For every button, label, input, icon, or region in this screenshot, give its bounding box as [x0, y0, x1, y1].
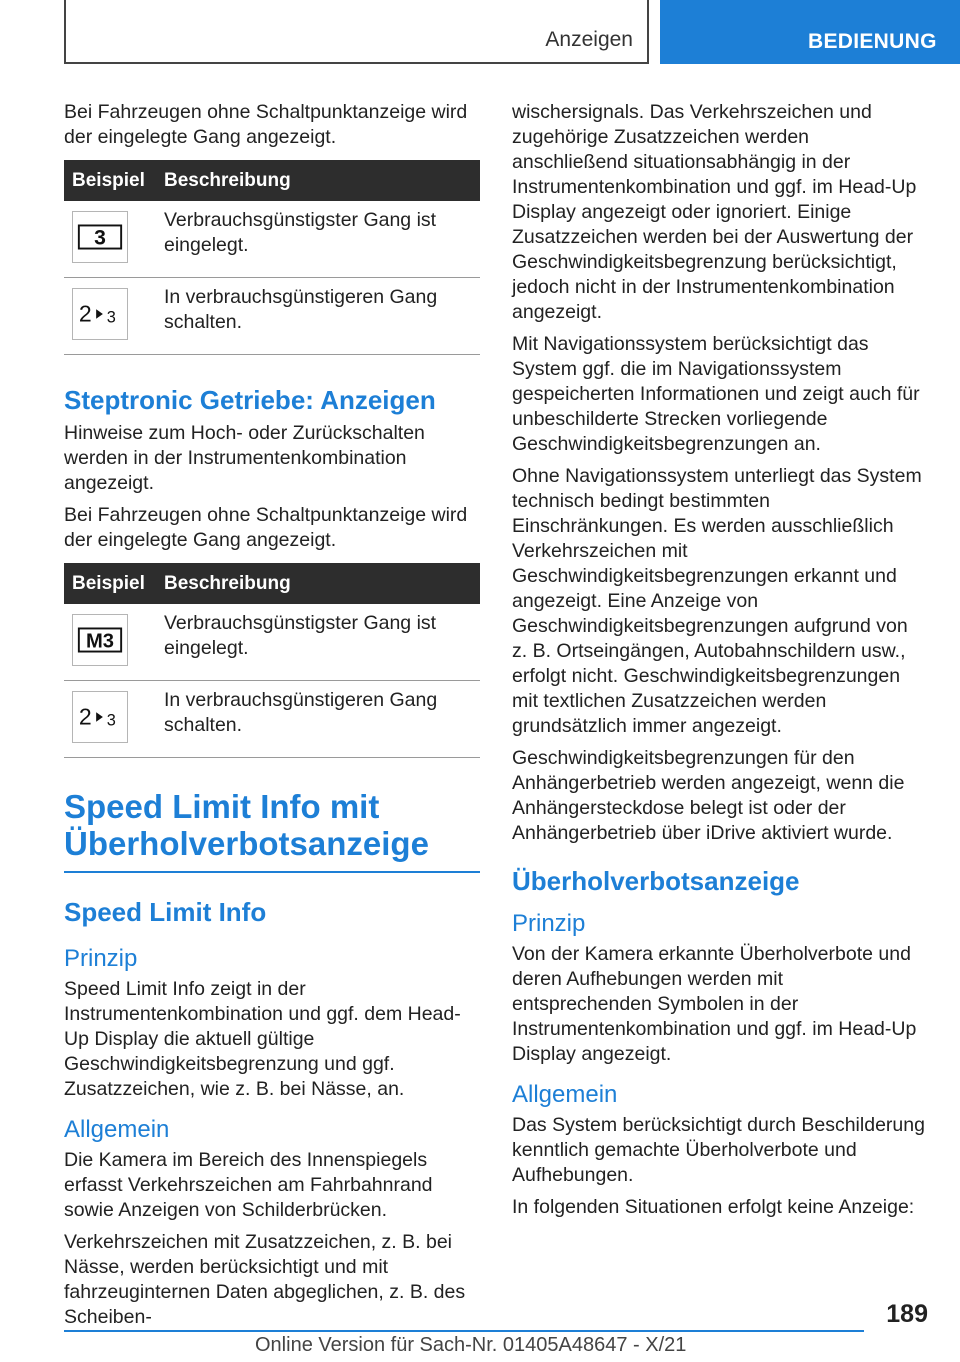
- table-header-description: Beschreibung: [156, 563, 480, 604]
- shift-up-icon: [72, 288, 128, 340]
- header-section-label: Anzeigen: [545, 28, 633, 51]
- heading-prinzip: Prinzip: [512, 910, 586, 937]
- table-cell-description: Verbrauchsgünstigster Gang ist eingelegt.: [156, 604, 480, 681]
- subheading-speed-limit-info: Speed Limit Info: [64, 897, 267, 927]
- shift-icon-from: 2: [78, 300, 92, 327]
- navigation-paragraph: Mit Navigationssystem berücksichtigt das System ggf. die im Navigationssystem gespeicherten Informationen und zeigt auch für unbeschilderte Strecken vorliegende Geschwindigkeitsbegrenzungen an.: [512, 333, 920, 455]
- gear-table-1: [64, 160, 480, 355]
- heading-allgemein: Allgemein: [512, 1081, 618, 1108]
- intro-paragraph: Bei Fahrzeugen ohne Schaltpunktanzeige wird der eingelegte Gang angezeigt.: [64, 101, 468, 148]
- allgemein-paragraph-2: Verkehrszeichen mit Zusatzzeichen, z. B. bei Nässe, werden berücksichtigt und mit fahrzeuginternen Daten abgeglichen, z. B. des Scheiben-: [64, 1231, 466, 1328]
- shift-icon-from: 2: [78, 703, 92, 730]
- left-column: [64, 100, 480, 1337]
- footer-version-text: Online Version für Sach-Nr. 01405A48647 - X/21: [255, 1334, 687, 1356]
- table-cell-description: In verbrauchsgünstigeren Gang schalten.: [156, 278, 480, 355]
- header-chapter-label: BEDIENUNG: [808, 30, 937, 53]
- heading-allgemein: Allgemein: [64, 1116, 170, 1143]
- trailer-paragraph: Geschwindigkeitsbegrenzungen für den Anhängerbetrieb werden angezeigt, wenn die Anhängersteckdose belegt ist oder der Anhängerbetrieb über iDrive aktiviert wurde.: [512, 747, 905, 844]
- steptronic-paragraph-1: Hinweise zum Hoch- oder Zurückschalten werden in der Instrumentenkombination angezeigt.: [64, 422, 425, 494]
- allgemein-paragraph-1: Das System berücksichtigt durch Beschilderung kenntlich gemachte Überholverbote und Aufhebungen.: [512, 1114, 925, 1186]
- shift-up-icon: [72, 691, 128, 743]
- table-header-description: Beschreibung: [156, 160, 480, 201]
- table-row: [64, 278, 480, 355]
- right-column: [512, 100, 928, 1227]
- subheading-ueberholverbot: Überholverbotsanzeige: [512, 866, 800, 896]
- table-row: [64, 604, 480, 681]
- allgemein-paragraph-1: Die Kamera im Bereich des Innenspiegels erfasst Verkehrszeichen am Fahrbahnrand sowie Anzeigen von Schilderbrücken.: [64, 1149, 433, 1221]
- no-navigation-paragraph: Ohne Navigationssystem unterliegt das System technisch bedingt bestimmten Einschränkungen. Es werden ausschließlich Verkehrszeichen mit Geschwindigkeitsbegrenzungen erkannt und angezeigt. Eine Anzeige von Geschwindigkeitsbegrenzungen aufgrund von z. B. Ortseingängen, Autobahnschildern usw., erfolgt nicht. Geschwindigkeitsbegrenzungen mit textlichen Zusatzzeichen werden grundsätzlich immer angezeigt.: [512, 465, 922, 737]
- table-row: [64, 681, 480, 758]
- gear-icon-text: M3: [85, 630, 115, 653]
- section-heading-steptronic: Steptronic Getriebe: Anzeigen: [64, 385, 436, 415]
- shift-icon-to: 3: [106, 308, 116, 327]
- continued-paragraph: wischersignals. Das Verkehrszeichen und zugehörige Zusatzzeichen werden anschließend situationsabhängig in der Instrumentenkombination und ggf. im Head-Up Display angezeigt oder ignoriert. Einige Zusatzzeichen werden bei der Auswertung der Geschwindigkeitsbegrenzung berücksichtigt, jedoch nicht in der Instrumentenkombination angezeigt.: [512, 101, 917, 323]
- chapter-heading-speed-limit: Speed Limit Info mit Überholverbotsanzeige: [64, 788, 480, 873]
- steptronic-paragraph-2: Bei Fahrzeugen ohne Schaltpunktanzeige wird der eingelegte Gang angezeigt.: [64, 504, 468, 551]
- gear-table-2: [64, 563, 480, 758]
- page-number: 189: [886, 1300, 928, 1328]
- shift-icon-to: 3: [106, 711, 116, 730]
- header-chapter-tab: [660, 0, 960, 64]
- gear-icon-text: 3: [94, 226, 106, 250]
- table-cell-description: Verbrauchsgünstigster Gang ist eingelegt.: [156, 201, 480, 278]
- allgemein-paragraph-2: In folgenden Situationen erfolgt keine Anzeige:: [512, 1196, 915, 1218]
- table-header-example: Beispiel: [64, 160, 156, 201]
- gear-m3-icon: [72, 614, 128, 666]
- table-row: [64, 201, 480, 278]
- gear-3-icon: [72, 211, 128, 263]
- table-cell-description: In verbrauchsgünstigeren Gang schalten.: [156, 681, 480, 758]
- prinzip-paragraph: Speed Limit Info zeigt in der Instrumentenkombination und ggf. dem Head-Up Display die aktuell gültige Geschwindigkeitsbegrenzung und ggf. Zusatzzeichen, wie z. B. bei Nässe, an.: [64, 978, 461, 1100]
- table-header-example: Beispiel: [64, 563, 156, 604]
- footer-divider: [64, 1330, 864, 1332]
- prinzip-paragraph: Von der Kamera erkannte Überholverbote und deren Aufhebungen werden mit entsprechenden Symbolen in der Instrumentenkombination und ggf. im Head-Up Display angezeigt.: [512, 943, 917, 1065]
- heading-prinzip: Prinzip: [64, 945, 138, 972]
- header-section-tab: [64, 0, 649, 64]
